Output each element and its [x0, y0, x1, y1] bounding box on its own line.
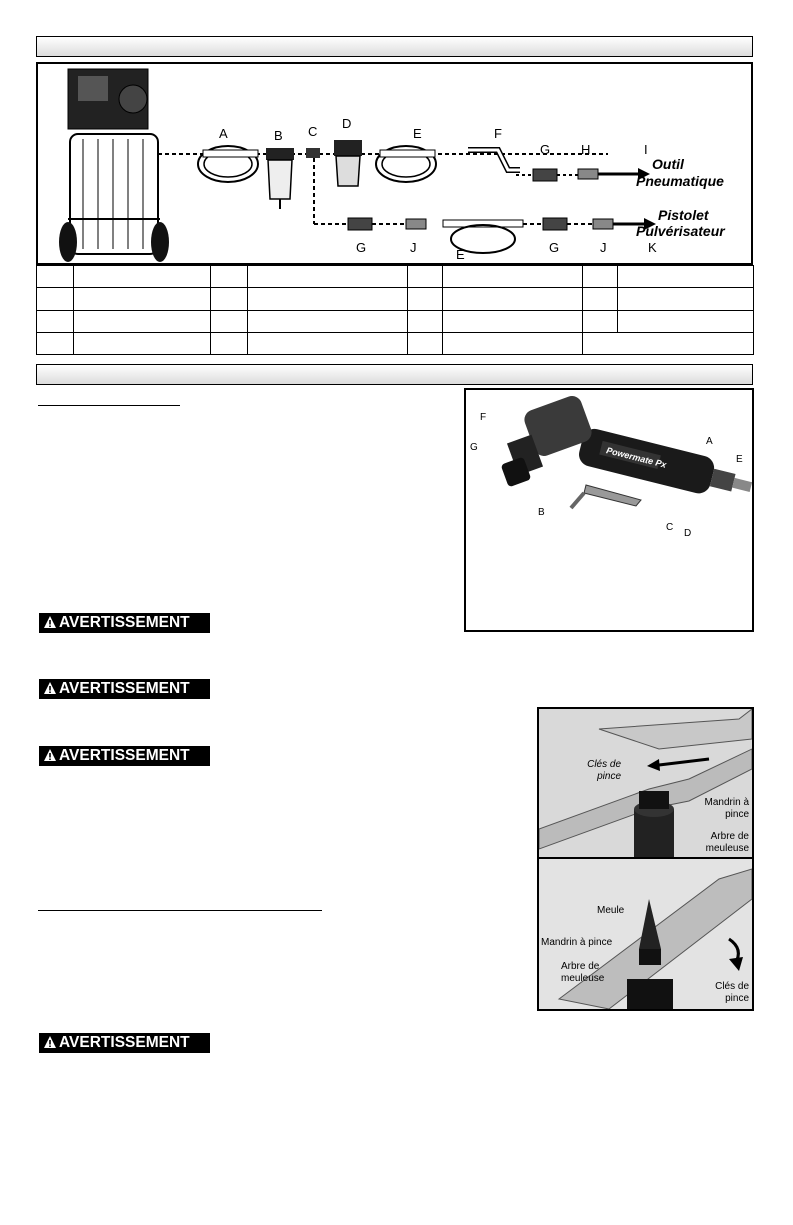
warning-label-3: AVERTISSEMENT [39, 746, 210, 766]
subheading-underline-2 [38, 910, 322, 911]
tool-output-line2: Pneumatique [636, 173, 724, 189]
warning-label-2: AVERTISSEMENT [39, 679, 210, 699]
top-collet-label: Mandrin à pince [704, 797, 749, 820]
label-E-bottom: E [456, 247, 465, 262]
label-A: A [219, 126, 228, 141]
section-header-bar-1 [36, 36, 753, 57]
warning-triangle-icon [43, 615, 57, 629]
bottom-spindle-label: Arbre de meuleuse [561, 961, 605, 984]
label-H: H [581, 142, 591, 157]
table-row [37, 288, 754, 310]
die-grinder-photo [464, 388, 754, 632]
subheading-underline-1 [38, 405, 180, 406]
label-B: B [274, 128, 283, 143]
tool-output-line1: Outil [652, 156, 684, 172]
label-C: C [308, 124, 318, 139]
label-F: F [494, 126, 502, 141]
photo-label-D: D [684, 528, 692, 539]
spray-output-line1: Pistolet [658, 207, 709, 223]
warning-triangle-icon [43, 748, 57, 762]
table-row [37, 332, 754, 354]
top-wrenches-label: Clés de pince [587, 759, 621, 782]
component-legend-table [36, 265, 754, 355]
photo-label-B: B [538, 507, 545, 518]
collet-photo-bottom [539, 859, 752, 1009]
warning-triangle-icon [43, 1035, 57, 1049]
label-K: K [648, 240, 657, 255]
label-J-1: J [410, 240, 417, 255]
bottom-wheel-label: Meule [597, 905, 625, 916]
photo-label-E: E [736, 454, 743, 465]
brand-text: Powermate Px [605, 445, 668, 470]
photo-label-C: C [666, 522, 674, 533]
die-grinder-drawing [466, 390, 752, 630]
warning-label-4: AVERTISSEMENT [39, 1033, 210, 1053]
bottom-wrenches-label: Clés de pince [715, 981, 749, 1004]
label-E: E [413, 126, 422, 141]
label-G-bottom-2: G [549, 240, 560, 255]
label-G-bottom-1: G [356, 240, 367, 255]
top-spindle-label: Arbre de meuleuse [705, 831, 749, 854]
photo-label-F: F [480, 412, 487, 423]
air-system-diagram [36, 62, 753, 265]
collet-photo-frame [537, 707, 754, 1011]
photo-label-G: G [470, 442, 478, 453]
collet-photo-top [539, 709, 752, 859]
spray-output-line2: Pulvérisateur [636, 223, 725, 239]
table-row [37, 310, 754, 332]
compressor-illustration [59, 69, 169, 262]
warning-triangle-icon [43, 681, 57, 695]
photo-label-A: A [706, 436, 713, 447]
warning-label-1: AVERTISSEMENT [39, 613, 210, 633]
label-J-2: J [600, 240, 607, 255]
table-row [37, 266, 754, 288]
label-G-top: G [540, 142, 551, 157]
label-D: D [342, 116, 352, 131]
label-I: I [644, 142, 648, 157]
bottom-collet-label: Mandrin à pince [541, 937, 613, 948]
section-header-bar-2 [36, 364, 753, 385]
